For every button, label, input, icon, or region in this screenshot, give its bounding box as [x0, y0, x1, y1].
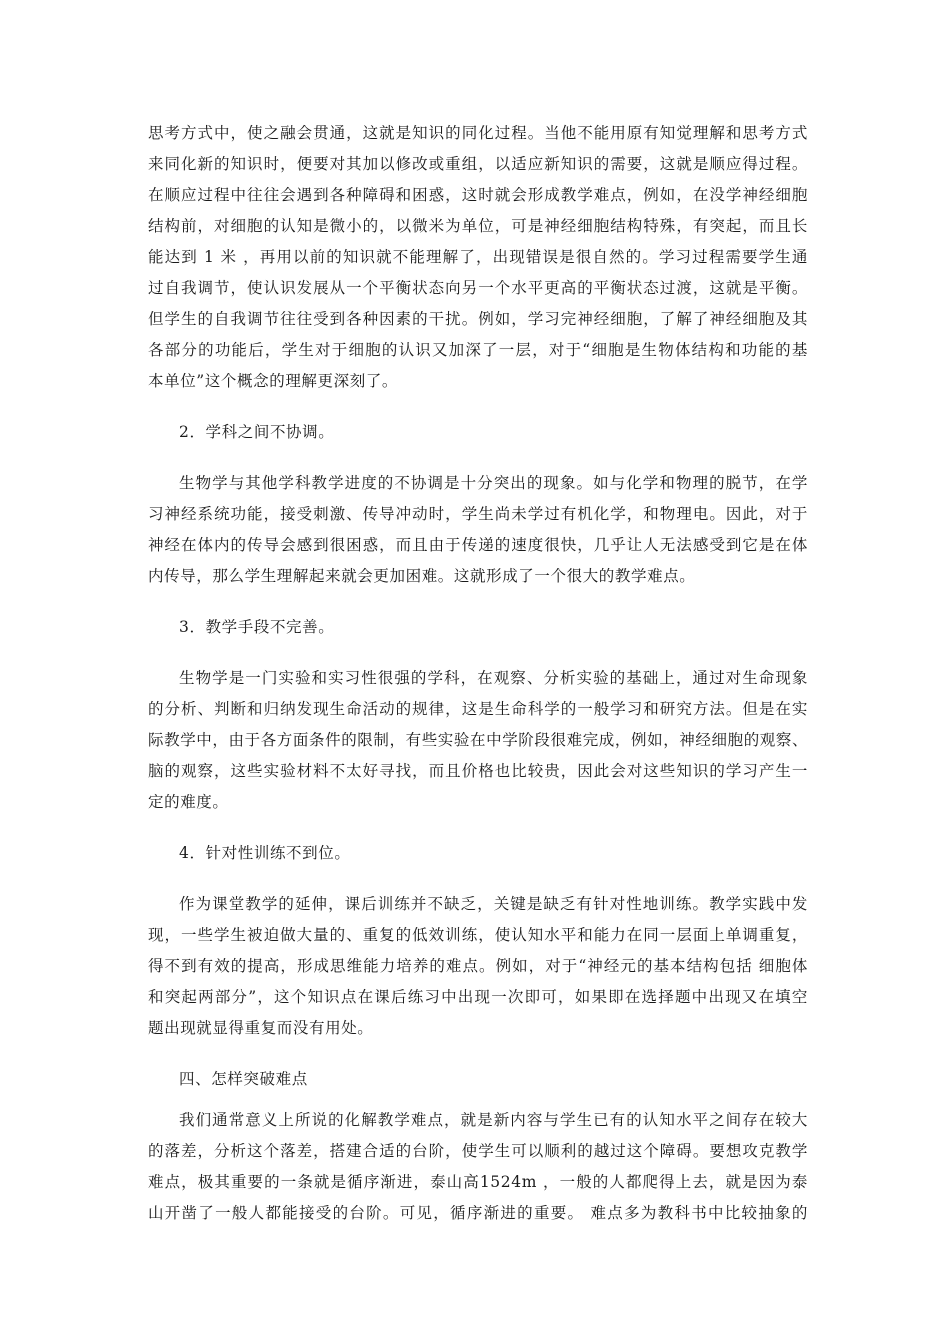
paragraph-subject-mismatch — [148, 468, 808, 592]
text-line: 定的难度。 — [148, 793, 229, 811]
text-line: 神经在体内的传导会感到很困惑，而且由于传递的速度很快，几乎让人无法感受到它是在体 — [148, 536, 808, 554]
text-line: 现，一些学生被迫做大量的、重复的低效训练，使认知水平和能力在同一层面上单调重复， — [148, 926, 808, 944]
text-line: 和突起两部分”，这个知识点在课后练习中出现一次即可，如果即在选择题中出现又在填空 — [148, 988, 808, 1006]
section-heading-4: 4．针对性训练不到位。 — [179, 844, 351, 862]
text-line: 但学生的自我调节往往受到各种因素的干扰。例如，学习完神经细胞，了解了神经细胞及其 — [148, 310, 808, 328]
text-line: 内传导，那么学生理解起来就会更加困难。这就形成了一个很大的教学难点。 — [148, 567, 696, 585]
text-line: 山开凿了一般人都能接受的台阶。可见，循序渐进的重要。 难点多为教科书中比较抽象的 — [148, 1204, 808, 1222]
text-line: 的落差，分析这个落差，搭建合适的台阶，使学生可以顺利的越过这个障碍。要想攻克教学 — [148, 1142, 808, 1160]
text-line: 的分析、判断和归纳发现生命活动的规律，这是生命科学的一般学习和研究方法。但是在实 — [148, 700, 808, 718]
section-heading-breakthrough: 四、怎样突破难点 — [179, 1070, 308, 1088]
text-line: 生物学与其他学科教学进度的不协调是十分突出的现象。如与化学和物理的脱节，在学 — [179, 474, 808, 492]
text-line: 在顺应过程中往往会遇到各种障碍和困惑，这时就会形成教学难点，例如，在没学神经细胞 — [148, 186, 808, 204]
section-heading-3: 3．教学手段不完善。 — [179, 618, 335, 636]
text-line: 我们通常意义上所说的化解教学难点，就是新内容与学生已有的认知水平之间存在较大 — [179, 1111, 808, 1129]
text-line: 过自我调节，使认识发展从一个平衡状态向另一个水平更高的平衡状态过渡，这就是平衡。 — [148, 279, 808, 297]
text-line: 结构前，对细胞的认知是微小的，以微米为单位，可是神经细胞结构特殊，有突起，而且长 — [148, 217, 808, 235]
paragraph-assimilation — [148, 118, 808, 397]
text-line: 各部分的功能后，学生对于细胞的认识又加深了一层，对于“细胞是生物体结构和功能的基 — [148, 341, 808, 359]
text-line: 能达到 1 米 ，再用以前的知识就不能理解了，出现错误是很自然的。学习过程需要学生通 — [148, 248, 808, 266]
text-line: 思考方式中，使之融会贯通，这就是知识的同化过程。当他不能用原有知觉理解和思考方式 — [148, 124, 808, 142]
text-line: 题出现就显得重复而没有用处。 — [148, 1019, 374, 1037]
text-line: 生物学是一门实验和实习性很强的学科，在观察、分析实验的基础上，通过对生命现象 — [179, 669, 808, 687]
text-line: 本单位”这个概念的理解更深刻了。 — [148, 372, 399, 390]
paragraph-teaching-means — [148, 663, 808, 818]
paragraph-training — [148, 889, 808, 1044]
paragraph-breakthrough — [148, 1105, 808, 1229]
text-line: 习神经系统功能，接受刺激、传导冲动时，学生尚未学过有机化学，和物理电。因此，对于 — [148, 505, 808, 523]
text-line: 作为课堂教学的延伸，课后训练并不缺乏，关键是缺乏有针对性地训练。教学实践中发 — [179, 895, 808, 913]
text-line: 得不到有效的提高，形成思维能力培养的难点。例如，对于“神经元的基本结构包括 细胞体 — [148, 957, 808, 975]
text-line: 来同化新的知识时，便要对其加以修改或重组，以适应新知识的需要，这就是顺应得过程。 — [148, 155, 808, 173]
text-line: 脑的观察，这些实验材料不太好寻找，而且价格也比较贵，因此会对这些知识的学习产生一 — [148, 762, 808, 780]
text-line: 难点，极其重要的一条就是循序渐进，泰山高1524m ，一般的人都爬得上去，就是因为泰 — [148, 1173, 808, 1191]
document-page — [148, 118, 808, 1229]
section-heading-2: 2．学科之间不协调。 — [179, 423, 335, 441]
text-line: 际教学中，由于各方面条件的限制，有些实验在中学阶段很难完成，例如，神经细胞的观察、 — [148, 731, 809, 749]
